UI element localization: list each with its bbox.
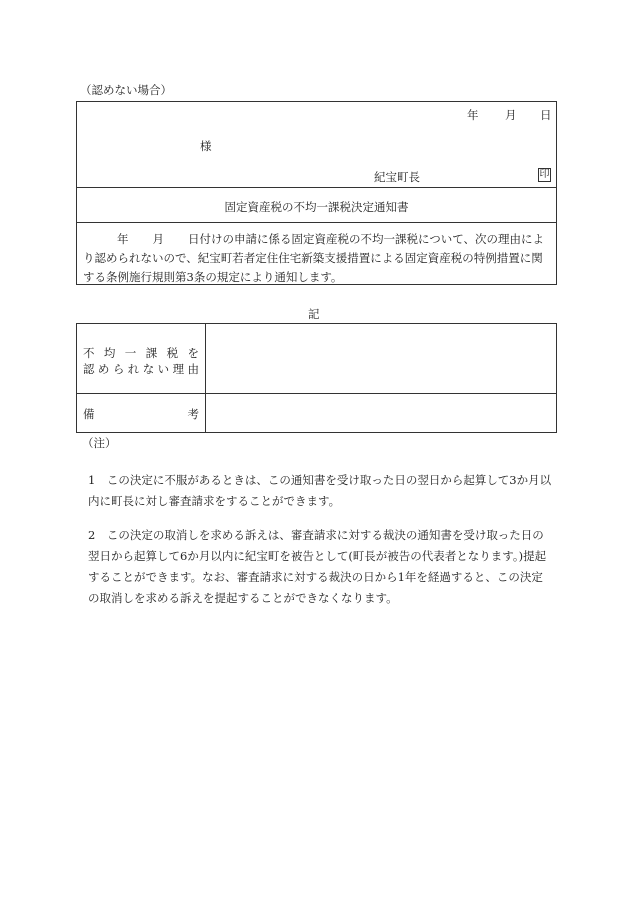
record-heading: 記 <box>308 307 320 321</box>
notice-box <box>76 101 557 285</box>
case-caption: （認めない場合） <box>80 83 172 97</box>
record-row-divider <box>77 393 556 394</box>
note-item-2: 2 この決定の取消しを求める訴えは、審査請求に対する裁決の通知書を受け取った日の翌日から起算して6か月以内に紀宝町を被告として(町長が被告の代表者となります。)提起することができます。なお、審査請求に対する裁決の日から1年を経過すると、この決定の取消しを求める訴えを提起することができなくなります。 <box>88 528 547 605</box>
date-day: 日 <box>540 108 552 122</box>
divider-top <box>77 187 556 188</box>
note-item-1: 1 この決定に不服があるときは、この通知書を受け取った日の翌日から起算して3か月以内に町長に対し審査請求をすることができます。 <box>88 473 552 508</box>
addressee-label: 様 <box>200 139 212 153</box>
body-text: 日付けの申請に係る固定資産税の不均一課税について、次の理由により認められないので、紀宝町若者定住住宅新築支援措置による固定資産税の特例措置に関する条例施行規則第3条の規定により通知します。 <box>83 232 545 284</box>
record-table <box>76 323 557 433</box>
notes-heading: （注） <box>82 436 117 450</box>
divider-mid <box>77 222 556 223</box>
reason-label-line2: 認められない理由 <box>83 362 199 376</box>
body-month: 月 <box>152 232 164 246</box>
seal-mark: 印 <box>539 169 550 180</box>
date-year: 年 <box>467 108 479 122</box>
notice-body <box>83 230 553 287</box>
remarks-label: 備考 <box>83 407 199 421</box>
reason-label-line1: 不均一課税を <box>83 346 199 360</box>
issuer-name: 紀宝町長 <box>374 170 420 184</box>
body-year: 年 <box>117 232 129 246</box>
notice-title: 固定資産税の不均一課税決定通知書 <box>224 200 409 214</box>
date-month: 月 <box>505 108 517 122</box>
record-column-divider <box>205 324 206 432</box>
